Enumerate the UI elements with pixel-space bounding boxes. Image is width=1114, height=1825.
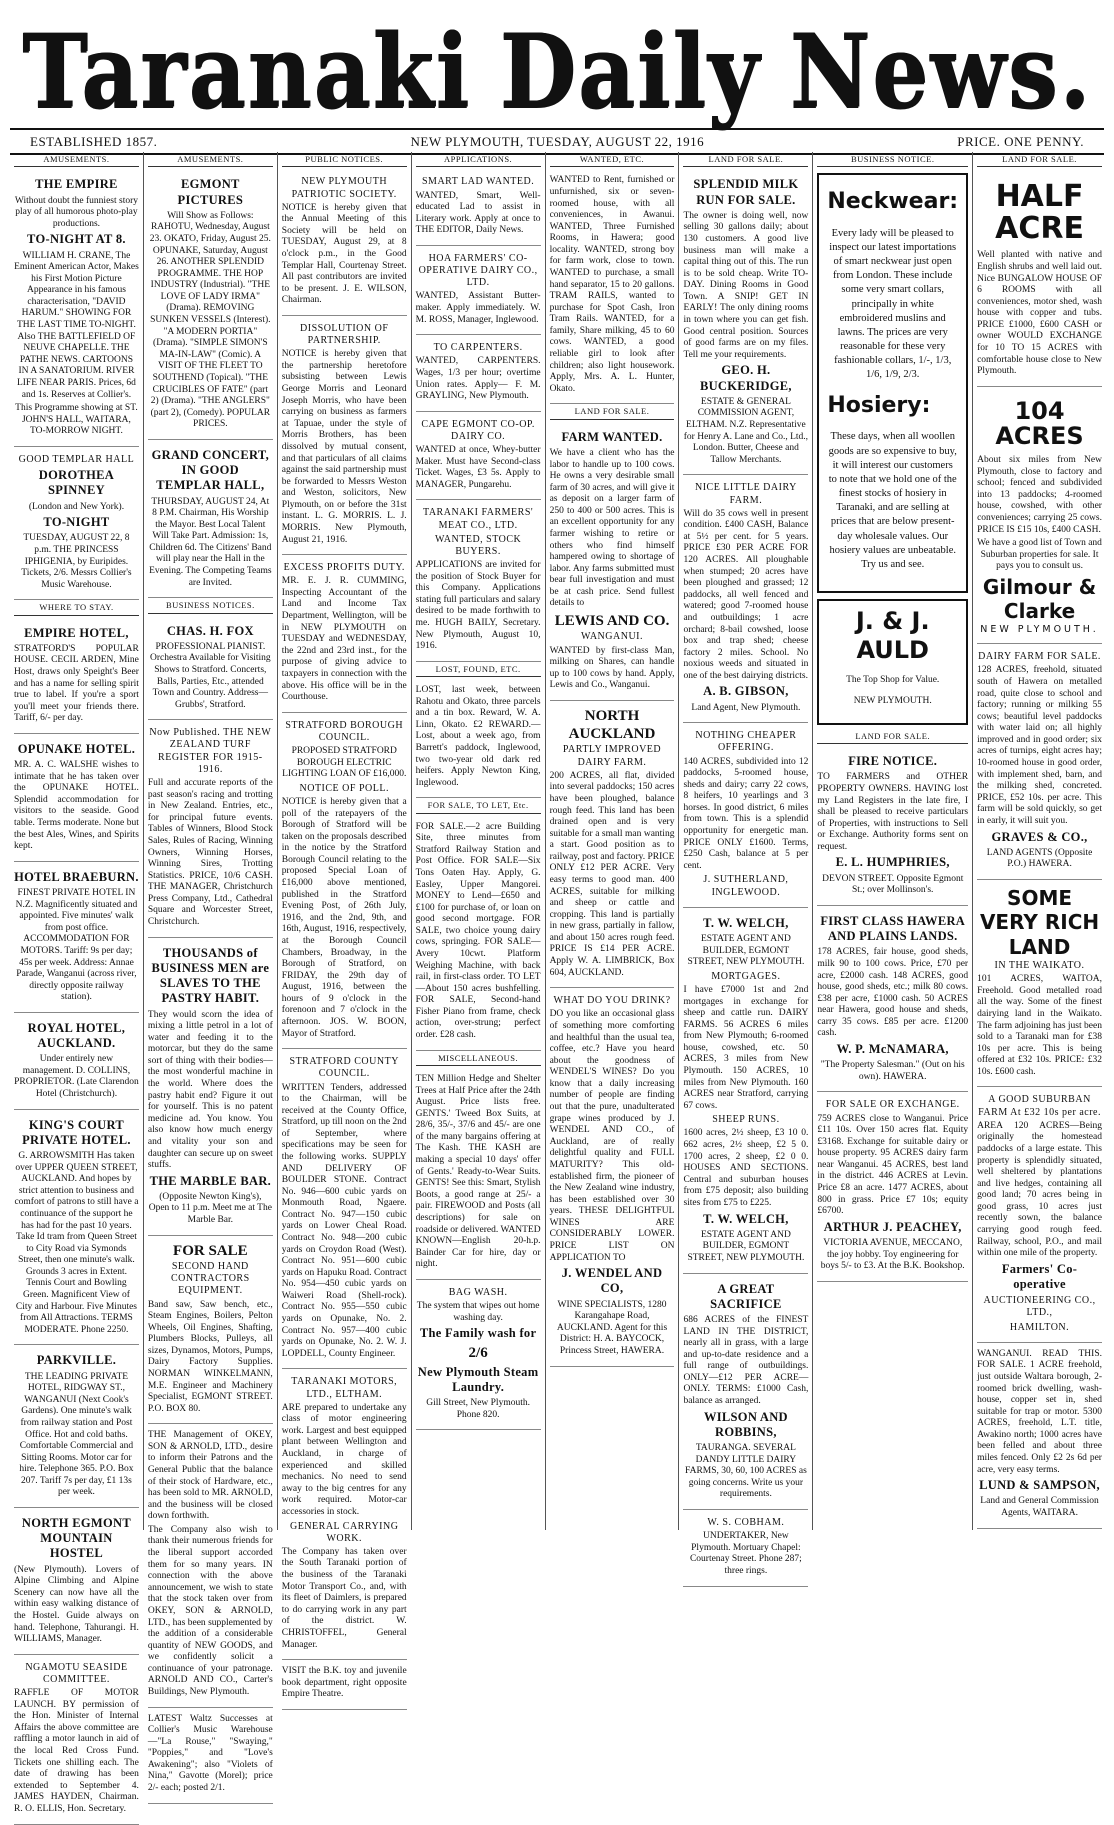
ad-spinney xyxy=(14,449,139,600)
ad-agent-body: "The Property Salesman." (Out on his own). HAWERA. xyxy=(820,1060,965,1082)
ad-title: SOME VERY RICH LAND xyxy=(979,885,1100,959)
ad-title: MORTGAGES. xyxy=(711,970,781,982)
section-head: WHERE TO STAY. xyxy=(14,602,139,615)
ad-sub: Without doubt the funniest story play of all humorous photo-play productions. xyxy=(14,195,138,229)
ad-agent: WILSON AND ROBBINS, xyxy=(703,1409,788,1439)
ad-fire-notice xyxy=(817,748,968,906)
ad-agent: J. SUTHERLAND, INGLEWOOD. xyxy=(703,874,789,898)
ad-body: APPLICATIONS are invited for the position of Stock Buyer for this Company. Applications stating full particulars and salary desired to be made forthwith to me. HUGH BAILY, Secretary. New Plymouth, August 10, 1916. xyxy=(415,560,541,652)
ad-half-acre xyxy=(977,171,1102,386)
ad-intro: THE Management of OKEY, SON & ARNOLD, LTD., desire to inform their Patrons and the General Public that the balance of their stock of Hardware, etc., has been sold to MR. ARNOLD, and the business will be closed down forthwith. xyxy=(147,1430,273,1522)
ad-waltz xyxy=(148,1710,273,1804)
ad-agent: LUND & SAMPSON, xyxy=(979,1478,1100,1493)
ad-body: WANTED at once, Whey-butter Maker. Must have Second-class Ticket. Wages, £3 5s. Apply to MANAGER, Pungarehu. xyxy=(415,445,541,490)
ad-body: WANTED, Smart, Well-educated Lad to assist in Literary work. Apply at once to THE EDITOR, Daily News. xyxy=(415,190,541,236)
ad-welch xyxy=(683,910,808,1274)
notice-county xyxy=(282,1051,407,1369)
ad-title: SHEEP RUNS. xyxy=(712,1114,780,1126)
ad-agent: GEO. H. BUCKERIDGE, xyxy=(699,363,792,393)
notice-title: TARANAKI MOTORS, LTD., ELTHAM. xyxy=(291,1376,398,1400)
ad-north-auckland xyxy=(550,703,675,988)
ad-body: WANGANUI. READ THIS. FOR SALE. 1 ACRE freehold, just outside Waltara borough, 2-roomed brick dwelling, wash-house, copper set in, shed suitable for trap or motor. 5300 ACRES, freehold, L.T. title, Awakino north; 1000 acres have been felled and about three miles fenced. Only £2 2s 6d per acre, very easy terms. xyxy=(977,1348,1102,1475)
notice-title: STRATFORD BOROUGH COUNCIL. xyxy=(285,719,404,743)
ad-agent: ARTHUR J. PEACHEY, xyxy=(823,1219,962,1234)
ad-title: THOUSANDS of BUSINESS MEN are SLAVES TO THE PASTRY HABIT. xyxy=(151,945,270,1006)
notice-body: The Company has taken over the South Taranaki portion of the business of the Taranaki Motor Transport Co., and, with its fleet of Daimlers, is prepared to do carrying work in any part of the district. W. CHRISTOFFEL, General Manager. xyxy=(281,1546,407,1650)
ad-body: STRATFORD'S POPULAR HOUSE. CECIL ARDEN, Mine Host, draws only Speight's Beer and has a name for selling spirit true to label. If you're a sport you'll meet your friends there. Tariff, 6/- per day. xyxy=(14,643,139,724)
columns xyxy=(10,152,1106,1814)
ad-kings-court xyxy=(14,1112,139,1346)
ad-title: Neckwear: xyxy=(827,189,959,215)
ad-body: Every lady will be pleased to inspect our latest importations of smart neckwear just open from London. These include some very smart collars, principally in white embroidered muslins and lawns. The prices are very reasonable for these very fashionable collars, 1/-, 1/3, 1/6, 1/9, 2/3. xyxy=(829,227,957,381)
ad-body: Well planted with native and English shrubs and well laid out. Nice BUNGALOW HOUSE OF 6 ROOMS with all conveniences, motor shed, wash house with copper and tubs. PRICE £1000, £600 CASH or owner WOULD EXCHANGE for 10 TO 15 ACRES with comfortable house close to New Plymouth. xyxy=(977,250,1102,377)
ad-great-sacrifice xyxy=(683,1276,808,1511)
ad-farm-wanted xyxy=(550,424,675,701)
ad-title: NORTH EGMONT MOUNTAIN HOSTEL xyxy=(21,1515,131,1561)
ad-extra: WANTED by first-class Man, milking on Shares, can handle up to 100 cows by hand. Apply, Lewis and Co., Wanganui. xyxy=(549,645,675,691)
notice-body: ARE prepared to undertake any class of motor engineering work. Largest and best equipped plant between Wellington and Auckland, in charge of experienced and skilled mechanics. No need to send away to the big centres for any work required. Motor-car accessories in stock. xyxy=(281,1402,407,1517)
ad-title: NICE LITTLE DAIRY FARM. xyxy=(694,482,797,506)
ad-title: BAG WASH. xyxy=(448,1286,508,1298)
ad-when: TO-NIGHT AT 8. xyxy=(27,232,126,247)
ad-braeburn xyxy=(14,864,139,1013)
ad-agent: A. B. GIBSON, xyxy=(703,684,789,699)
column-business-notice xyxy=(813,152,973,1530)
notice-excess-profits xyxy=(282,557,407,713)
ad-pastry xyxy=(148,940,273,1236)
ad-parkville xyxy=(14,1347,139,1508)
ad-title: DOROTHEA SPINNEY xyxy=(38,468,115,498)
ad-agent-body: ESTATE AGENT AND BUILDER, EGMONT STREET, NEW PLYMOUTH. xyxy=(687,1229,805,1263)
ad-title: ROYAL HOTEL, AUCKLAND. xyxy=(27,1020,126,1051)
ad-title: THE EMPIRE xyxy=(35,177,118,192)
notice-motors xyxy=(282,1371,407,1660)
column-amusements-2 xyxy=(144,152,278,1794)
ad-title: FARM WANTED. xyxy=(561,429,663,444)
ad-body: TEN Million Hedge and Shelter Trees at Half Price after the 24th August. Price lists free. GENTS.' Tweed Box Suits, at 28/6, 35/-, 37/6 and 45/- are one of the many bargains offering at The Kash. THE KASH are making a special 10 days' offer of Gents.' Ready-to-Wear Suits. GENTS! See this: Smart, Stylish Boots, a good range at 25/- a pair. FIREWOOD and Posts (all descriptions) for sale on roadside or delivered. WANTED KNOWN—English 20-h.p. Bainder Car for hire, day or night. xyxy=(415,1073,541,1270)
ad-body: WANTED to Rent, furnished or unfurnished, six or seven-roomed house, with all conveniences, in Awanui. WANTED, Three Furnished Rooms, in Hawera; good locality. WANTED, strong boy for farm work, close to town. WANTED to purchase, a small hand separator, 15 to 20 gallons. TRAM RAILS, wanted to purchase for Spot Cash, Iron Tram Rails. WANTED, for a family, Share milking, 45 to 60 cows. WANTED, a good reliable girl to look after children; also light housework. Apply, Mrs. A. L. Hunter, Okato. xyxy=(549,175,675,394)
section-head: FOR SALE, TO LET, Etc. xyxy=(416,800,541,813)
ad-title: Hosiery: xyxy=(827,393,931,419)
ad-sub: SECOND HAND CONTRACTORS EQUIPMENT. xyxy=(171,1260,250,1297)
ad-title: Now Published. THE NEW ZEALAND TURF REGISTER FOR 1915-1916. xyxy=(149,727,272,775)
ad-body: About six miles from New Plymouth, close to factory and school; fenced and subdivided into 13 paddocks; 4-roomed house, cowshed, with other conveniences; carrying 25 cows. PRICE IS £15 10s, £400 CASH. xyxy=(977,455,1102,535)
ad-body: 686 ACRES of the FINEST LAND IN THE DISTRICT, nearly all in grass, with a large and up-to-date residence and a full range of outbuildings. ONLY—£12 PER ACRE—ONLY. TERMS: £1000 Cash, balance as arranged. xyxy=(683,1315,809,1407)
ad-body: THURSDAY, AUGUST 24, At 8 P.M. Chairman, His Worship the Mayor. Best Local Talent Will Take Part. Admission: 1s, Children 6d. The Citizens' Band will play near the Hall in the Evening. The Competing Teams are Invited. xyxy=(149,496,272,588)
ad-title: CHAS. H. FOX xyxy=(166,623,254,638)
ad-body: RAFFLE OF MOTOR LAUNCH. BY permission of the Hon. Minister of Internal Affairs the above committee are raffling a motor launch in aid of the local Red Cross Fund. Tickets one shilling each. The date of drawing has been extended to September 4. JAMES HAYDEN, Chairman. R. O. ELLIS, Hon. Secretary. xyxy=(14,1688,139,1814)
ad-title: W. S. COBHAM. xyxy=(707,1517,785,1529)
ad-body: 178 ACRES, fair house, good sheds, milk 90 to 100 cows. Price, £70 per acre, £2000 cash. 148 ACRES, good house, good sheds, etc.; milk 80 cows. £38 per acre, £1000 cash. 50 ACRES near Hawera, good house and sheds, carry 35 cows. £85 per acre. £1200 cash. xyxy=(817,947,969,1039)
ad-title: TARANAKI FARMERS' MEAT CO., LTD. xyxy=(423,507,534,531)
ad-title: NGAMOTU SEASIDE COMMITTEE. xyxy=(25,1661,128,1685)
ad-title: HALF ACRE xyxy=(995,179,1084,246)
ad-hawera-lands xyxy=(817,908,968,1093)
for-sale-to-let xyxy=(416,818,541,1051)
ad-foot: This Programme showing at ST. JOHN'S HALL, WAITARA, TO-MORROW NIGHT. xyxy=(15,403,138,437)
ad-agent-body: LAND AGENTS (Opposite P.O.) HAWERA. xyxy=(986,847,1093,870)
ad-agent-body: DEVON STREET. Opposite Egmont St.; over Mollinson's. xyxy=(822,873,964,896)
section-head: LAND FOR SALE. xyxy=(550,406,675,419)
ad-body: 128 ACRES, freehold, situated south of Hawera on metalled road, quite close to school and factory; running or milking 55 cows; beautiful level paddocks with water laid on; all highly improved and in good order; six acres of turnips, eight acres hay; 10-roomed house in good order, with implement shed, barn, and the milking shed, concreted. PRICE, £52 10s. per acre. This farm will be sold quickly, so get in early, it will suit you. xyxy=(977,665,1102,826)
column-land-for-sale-2 xyxy=(973,152,1106,1530)
ad-firm: Gilmour & Clarke xyxy=(982,574,1097,624)
ad-title: EGMONT PICTURES xyxy=(177,177,244,207)
ad-agent-place: WANGANUI. xyxy=(581,631,643,643)
ad-body: 140 ACRES, subdivided into 12 paddocks, 5-roomed house, sheds and dairy; carry 22 cows, 8 heifers, 10 yearlings and 3 horses. In good district, 6 miles from town. This is a splendid opportunity for energetic man. PRICE ONLY £1600. Terms, £250 Cash, balance at 5 per cent. xyxy=(683,756,809,871)
miscellaneous xyxy=(416,1070,541,1280)
ad-place: NEW PLYMOUTH. xyxy=(853,695,932,706)
notice-patriotic xyxy=(282,171,407,316)
ad-nice-dairy xyxy=(683,477,808,723)
ad-title: HOTEL BRAEBURN. xyxy=(14,869,139,884)
ad-title: PARKVILLE. xyxy=(36,1353,117,1368)
column-head: AMUSEMENTS. xyxy=(14,154,139,167)
ad-agent-body: Land and General Commission Agents, WAITARA. xyxy=(980,1496,1099,1519)
column-head: LAND FOR SALE. xyxy=(977,154,1102,167)
ad-firm: J. & J. AULD xyxy=(855,606,930,664)
ad-title: GRAND CONCERT, IN GOOD TEMPLAR HALL, xyxy=(151,447,270,493)
ad-title: TO CARPENTERS. xyxy=(433,342,523,354)
masthead-word-news: News. xyxy=(789,11,1092,131)
ad-agent-body: Land Agent, New Plymouth. xyxy=(691,702,801,713)
ad-agent-body: ESTATE & GENERAL COMMISSION AGENT, ELTHAM. N.Z. Representative for Henry A. Lane and Co., Ltd., London. Butter, Cheese and Tallow Merchants. xyxy=(683,396,809,465)
ad-laundry-name: New Plymouth Steam Laundry. xyxy=(417,1364,539,1394)
ad-agent: T. W. WELCH, xyxy=(703,915,789,930)
ad-dairy-farm xyxy=(977,646,1102,880)
ad-body: Full and accurate reports of the past season's racing and trotting in New Zealand. Entries, etc., for principal future events. Tables of Winners, Blood Stock Sales, Rules of Racing, Winning Owners, Winning Horses, Winning Sires, Trotting Statistics. PRICE, 10/6 CASH. THE MANAGER, Christchurch Press Company, Ltd., Cathedral Square and Worcester Street, Christchurch. xyxy=(147,778,273,927)
ad-title: NORTH AUCKLAND xyxy=(568,707,656,743)
ad-auld xyxy=(817,599,968,725)
ad-meat-co xyxy=(416,502,541,661)
ad-title: FIRE NOTICE. xyxy=(848,754,938,769)
price: PRICE. ONE PENNY. xyxy=(957,134,1084,149)
notice-body: NOTICE is hereby given that the Annual Meeting of this Society will be held on TUESDAY, August 29, at 8 o'clock p.m., in the Good Templar Hall, Courtenay Street. All past contributors are invited to be present. J. E. WILSON, Chairman. xyxy=(281,202,407,306)
section-head: MISCELLANEOUS. xyxy=(416,1053,541,1066)
ad-for-sale-equipment xyxy=(148,1238,273,1425)
masthead xyxy=(22,10,1092,131)
notice-dissolution xyxy=(282,318,407,555)
notice-sub: PROPOSED STRATFORD BOROUGH ELECTRIC LIGHTING LOAN OF £16,000. xyxy=(282,746,407,780)
ad-body: TUESDAY, AUGUST 22, 8 p.m. THE PRINCESS IPHIGENIA, by Euripides. Tickets, 2/6. Messrs Collier's Music Warehouse. xyxy=(21,533,132,590)
section-head: LAND FOR SALE. xyxy=(817,731,968,744)
ad-title: HOA FARMERS' CO-OPERATIVE DAIRY CO., LTD. xyxy=(418,252,538,289)
ad-body: Under entirely new management. D. COLLINS, PROPRIETOR. (Late Clarendon Hotel (Christchurch). xyxy=(14,1054,139,1100)
ad-smart-lad xyxy=(416,171,541,246)
wanted-ads xyxy=(550,171,675,404)
ad-ngamotu xyxy=(14,1657,139,1825)
notice-title: EXCESS PROFITS DUTY. xyxy=(283,562,405,574)
section-head: BUSINESS NOTICES. xyxy=(148,600,273,613)
ad-cobham xyxy=(683,1512,808,1587)
ad-cape-egmont xyxy=(416,414,541,501)
ad-body: UNDERTAKER, New Plymouth. Mortuary Chapel: Courtenay Street. Phone 287; three rings. xyxy=(689,1531,802,1576)
ad-title: KING'S COURT PRIVATE HOTEL. xyxy=(22,1117,131,1147)
ad-family: The Family wash for xyxy=(419,1326,537,1341)
ad-empire-hotel xyxy=(14,620,139,734)
ad-title: FOR SALE xyxy=(173,1242,248,1259)
ad-firm-place: NEW PLYMOUTH. xyxy=(980,623,1099,635)
ad-sub: WANTED, STOCK BUYERS. xyxy=(434,533,522,557)
ad-turf-register xyxy=(148,722,273,937)
ad-sub-body: (Opposite Newton King's), Open to 11 p.m. Meet me at The Marble Bar. xyxy=(148,1191,272,1226)
ad-milk-run xyxy=(683,171,808,475)
notice-body: VISIT the B.K. toy and juvenile book department, right opposite Empire Theatre. xyxy=(281,1666,407,1700)
ad-body: These days, when all woollen goods are so expensive to buy, it will interest our customers to note that we hold one of the finest stocks of hosiery in Taranaki, and are selling at prices that are below present-day wholesale values. Our hosiery values are unbeatable. Try us and see. xyxy=(828,431,957,570)
ad-body: 101 ACRES, WAITOA, Freehold. Good metalled road all the way. Some of the finest dairying land in the Waikato. The farm adjoining has just been sold to a Taranaki man for £38 10s per acre. This is being offered at £32 10s. PRICE: £32 10s. £600 cash. xyxy=(977,974,1102,1077)
ad-body: G. ARROWSMITH Has taken over UPPER QUEEN STREET, AUCKLAND. And hopes by strict attention to business and comfort of patrons to still have a continuance of the support he has had for the past 10 years. Take Id tram from Queen Street to City Road via Symonds Street, then one minute's walk. Grounds 3 acres in Extent. Tennis Court and Bowling Green. Magnificent View of City and Harbour. Five Minutes from All Attractions. TERMS MODERATE. Phone 2250. xyxy=(14,1151,139,1335)
notice-body: MR. E. J. R. CUMMING, Inspecting Accountant of the Land and Income Tax Department, Wellington, will be in NEW PLYMOUTH on TUESDAY and WEDNESDAY, the 22nd and 23rd inst., for the purpose of giving advice to taxpayers in connection with the above. His office will be in the Courthouse. xyxy=(281,576,407,703)
ad-agent-place: HAMILTON. xyxy=(1009,1321,1070,1333)
ad-when: TO-NIGHT xyxy=(43,515,110,530)
ad-sub: IN THE WAIKATO. xyxy=(994,960,1085,972)
ad-body: AREA 120 ACRES—Being originally the homestead paddocks of a large estate. This property is splendidly situated, well sheltered by plantations and live hedges, containing all good land; 70 acres being in good grass, 10 acres just recently sown, the balance carrying good rough feed. Railway, school, P.O., and mail within one mile of the property. xyxy=(977,1120,1102,1259)
ad-opunake xyxy=(14,736,139,862)
column-wanted xyxy=(546,152,680,1530)
ad-royal xyxy=(14,1015,139,1110)
ad-body: DO you like an occasional glass of something more comforting and healthful than the usual tea, coffee, etc.? Have you heard about the goodness of WENDEL'S WINES? Do you know that a daily increasing number of people are finding out that the pure, unadulterated grape wines produced by J. WENDEL AND CO., of Auckland, are of really delightful quality and FULL MATURITY? This old-established firm, the pioneer of the New Zealand wine industry, has been established over 30 years. THESE DELIGHTFUL WINES ARE CONSIDERABLY LOWER. PRICE LIST ON APPLICATION TO xyxy=(549,1009,675,1263)
ad-title: NOTHING CHEAPER OFFERING. xyxy=(695,730,797,754)
ad-okey-arnold xyxy=(148,1426,273,1707)
ad-address: WINE SPECIALISTS, 1280 Karangahape Road, AUCKLAND. Agent for this District: H. A. BAYCOCK, Princess Street, HAWERA. xyxy=(556,1299,668,1356)
ad-nothing-cheaper xyxy=(683,725,808,908)
ad-agent: T. W. WELCH, xyxy=(703,1211,789,1226)
ad-body: TO FARMERS and OTHER PROPERTY OWNERS. HAVING lost my Land Registers in the late fire, I shall be pleased to receive particulars of Properties, with instructions to Sell or Exchange. Authority forms sent on request. xyxy=(817,772,969,852)
ad-body: WANTED, CARPENTERS. Wages, 1/3 per hour; overtime Union rates. Apply— F. M. GRAYLING, New Plymouth. xyxy=(415,356,541,402)
ad-foot: We have a good list of Town and Suburban properties for sale. It pays you to consult us. xyxy=(977,538,1102,572)
ad-body: 759 ACRES close to Wanganui. Price £11 10s. Over 150 acres flat. Equity £3168. Exchange for suitable dairy or house property. 95 ACRES dairy farm near Wanganui. 45 ACRES, best land in the district. 446 ACRES at Levin. Price £8 an acre. 1477 ACRES, about 800 in grass. Price £7 10s; equity £6700. xyxy=(817,1113,969,1217)
ad-empire xyxy=(14,171,139,446)
ad-body: MR. A. C. WALSHE wishes to intimate that he has taken over the OPUNAKE HOTEL. Splendid accommodation for visitors to the seaside. Good table. Terms moderate. None but the best Ales, Wines, and Spirits kept. xyxy=(14,760,139,852)
masthead-word-taranaki: Taranaki xyxy=(22,11,471,131)
ad-rich-land xyxy=(977,882,1102,1088)
ad-body: FINEST PRIVATE HOTEL IN N.Z. Magnificently situated and appointed. Five minutes' walk from post office. ACCOMMODATION FOR MOTORS. Tariff: 9s per day; 45s per week. Address: Annae Parade, Wanganui (across river, directly opposite railway station). xyxy=(15,888,138,1003)
ad-body: We have a client who has the labor to handle up to 100 cows. He owns a very desirable small farm of 30 acres, and will give it as deposit on a larger farm of 250 to 400 or 500 acres. This is an excellent opportunity for any farmer wishing to retire or others who find himself hampered owing to shortage of labor. Any farms submitted must bear full investigation and must be at cash price. Send fullest details to xyxy=(549,447,675,609)
notice-borough xyxy=(282,715,407,1049)
ad-body: I have £7000 1st and 2nd mortgages in exchange for sheep and cattle run. DAIRY FARMS. 56 ACRES 6 miles from New Plymouth; 6-roomed house, cowshed, etc. 50 ACRES, 3 miles from New Plymouth. 150 ACRES, 10 miles from New Plymouth. 160 ACRES near Stratford, carrying 67 cows. xyxy=(683,984,809,1111)
ad-body: Will Show as Follows: RAHOTU, Wednesday, August 23. OKATO, Friday, August 25. OPUNAKE, Saturday, August 26. ANOTHER SPLENDID PROGRAMME. THE HOP INDUSTRY (Industrial). "THE LOVE OF LADY IRMA" (Drama). REMOVING SUNKEN VESSELS (Interest). "A MODERN PORTIA" (Drama). "SIMPLE SIMON'S MA-IN-LAW" (Comic). A VISIT OF THE FLEET TO SOUTHEND (Topical). "THE CRUCIBLES OF FATE" (part 2) (Drama). "THE ANGLERS" (part 2), (Comedy). POPULAR PRICES. xyxy=(149,210,271,430)
ad-title: 104 ACRES xyxy=(995,396,1084,450)
ad-egmont-hostel xyxy=(14,1510,139,1655)
ad-title: FOR SALE OR EXCHANGE. xyxy=(825,1099,960,1111)
notice-title: GENERAL CARRYING WORK. xyxy=(289,1520,399,1544)
column-public-notices xyxy=(278,152,412,1700)
ad-104-acres xyxy=(977,389,1102,645)
masthead-word-daily: Daily xyxy=(499,11,761,131)
ad-body: PROFESSIONAL PIANIST. Orchestra Available for Visiting Shows to Stratford. Concerts, Balls, Parties, Etc., attended Town and Country. Address—Grubbs', Stratford. xyxy=(149,641,271,710)
column-head: LAND FOR SALE. xyxy=(683,154,808,167)
column-head: AMUSEMENTS. xyxy=(148,154,273,167)
ad-sub: The system that wipes out home washing day. xyxy=(416,1301,540,1323)
ad-agent: Farmers' Co-operative xyxy=(1001,1261,1078,1292)
ad-body: Will do 35 cows well in present condition. £400 CASH, Balance at 5½ per cent. for 5 years. PRICE £30 PER ACRE FOR 120 ACRES. All ploughable when stumped; 20 acres have been ploughed and grassed; 12 paddocks, all well fenced and watered; good 7-roomed house and outbuildings; 1 acre orchard; 8-bail cowshed, loose box and trap shed; cheese factory 2 miles. School. No noxious weeds and situated in one of the best dairying districts. xyxy=(683,508,809,681)
ad-hoa xyxy=(416,248,541,335)
notice-title: NEW PLYMOUTH PATRIOTIC SOCIETY. xyxy=(291,176,397,200)
ad-title: CAPE EGMONT CO-OP. DAIRY CO. xyxy=(421,418,535,442)
lost-found xyxy=(416,681,541,798)
notice-body: NOTICE is hereby given that a poll of the ratepayers of the Borough of Stratford will be taken on the proposals described in the notice by the Stratford Borough Council relating to the proposed Special Loan of £16,000 above mentioned, published in the Stratford Evening Post, of 26th July, 1916, and the 2nd, 9th, and 16th, August, 1916, respectively, at the Borough Council Chambers, Broadway, in the Borough of Stratford, on FRIDAY, the 29th day of August, 1916, between the hours of 9 o'clock in the forenoon and 7 o'clock in the afternoon. JOS. W. BOON, Mayor of Stratford. xyxy=(281,796,407,1039)
place-date: NEW PLYMOUTH, TUESDAY, AUGUST 22, 1916 xyxy=(410,134,705,149)
ad-body: WANTED, Assistant Butter-maker. Apply immediately. W. M. ROSS, Manager, Inglewood. xyxy=(415,291,541,325)
ad-title: A GOOD SUBURBAN FARM At £32 10s per acre. xyxy=(978,1094,1101,1118)
ad-concert xyxy=(148,442,273,598)
notice-body: WRITTEN Tenders, addressed to the Chairman, will be received at the County Office, Stratford, up till noon on the 2nd of September, where specifications may be seen for the following works. SUPPLY AND DELIVERY OF BOULDER STONE. Contract No. 946—600 cubic yards on Monmouth Road, Ngaere. Contract No. 947—150 cubic yards on Lower Cheal Road. Contract No. 948—200 cubic yards on Croydon Road (West). Contract No. 951—600 cubic yards on Hapuku Road. Contract No. 954—450 cubic yards on Waiweri Road (Shell-rock). Contract No. 955—550 cubic yards on Opunake, No. 2. Contract No. 957—400 cubic yards on Opunake, No. 2. W. J. LOPDELL, County Engineer. xyxy=(281,1082,407,1359)
ad-neckwear-hosiery xyxy=(817,173,968,592)
column-head: WANTED, ETC. xyxy=(550,154,675,167)
ad-sub: The Top Shop for Value. xyxy=(846,674,940,685)
ad-body: WILLIAM H. CRANE, The Eminent American Actor, Makes his First Motion Picture Appearance in his famous characterisation, "DAVID HARUM." SHOWING FOR THE LAST TIME TO-NIGHT. Also THE BATTLEFIELD OF NEUVE CHAPELLE. THE PATHE NEWS. CARTOONS IN A SANATORIUM. RIVER LIFE NEAR PARIS. Prices, 6d and 1s. Reserves at Collier's. xyxy=(14,250,139,400)
ad-carpenters xyxy=(416,337,541,412)
column-head: BUSINESS NOTICE. xyxy=(817,154,968,167)
column-head: APPLICATIONS. xyxy=(416,154,541,167)
ad-sale-exchange xyxy=(817,1094,968,1281)
ad-body: LOST, last week, between Rahotu and Okato, three parcels and a tin box. Reward, W. A. Linn, Okato. £2 REWARD.—Lost, about a week ago, from Barrett's paddock, Inglewood, two two-year old dark red heifers. Apply Newton King, Inglewood. xyxy=(415,685,541,788)
established: ESTABLISHED 1857. xyxy=(30,134,158,149)
ad-suburban-farm xyxy=(977,1089,1102,1342)
ad-body: LATEST Waltz Successes at Collier's Music Warehouse—"La Rouse," "Swaying," "Poppies," and "Love's Awakening"; also "Violets of Nina," Gavotte (Morel); price 2/- each; posted 2/1. xyxy=(147,1713,273,1794)
column-land-for-sale-1 xyxy=(679,152,813,1576)
ad-firm: J. WENDEL AND CO, xyxy=(561,1266,663,1296)
notice-title: NOTICE OF POLL. xyxy=(299,782,389,794)
ad-title: EMPIRE HOTEL, xyxy=(24,625,129,640)
ad-agent-body: ESTATE AGENT AND BUILDER, EGMONT STREET, NEW PLYMOUTH. xyxy=(687,934,805,968)
ad-body: THE LEADING PRIVATE HOTEL, RIDGWAY ST., WANGANUI (Next Cook's Gardens). One minute's walk from railway station and Post Office. Hot and cold baths. Comfortable Commercial and Sitting Rooms. Motor car for hire. Telephone 365. P.O. Box 207. Tariff 7s per day, £1 13s per week. xyxy=(19,1371,134,1498)
notice-body: NOTICE is hereby given that the partnership heretofore subsisting between Lewis George Morris and Leonard Joseph Morris, who have been carrying on business as farmers at Tapuae, under the style of Morris Brothers, has been dissolved by mutual consent, and that particulars of all claims against the said partnership must be forwarded to Messrs Weston and Weston, solicitors, New Plymouth, on or before the 31st instant. L. G. MORRIS. L. J. MORRIS. New Plymouth, August 21, 1916. xyxy=(281,349,407,545)
ad-agent: LEWIS AND CO. xyxy=(554,613,670,630)
ad-waitara xyxy=(977,1345,1102,1529)
ad-body: 200 ACRES, all flat, divided into several paddocks; 150 acres have been ploughed, balance rough feed. This land has been drained open and is very suitable for a small man wanting a start. Good position as to railway, post and factory. PRICE ONLY £12 PER ACRE. Very easy terms to good man. 400 ACRES, suitable for milking and sheep or cattle and cropping. This land is partially in new grass, partially in fallow, and about 150 acres rough feed. PRICE IS £14 PER ACRE. Apply W. A. LIMBRICK, Box 604, AUCKLAND. xyxy=(549,770,675,978)
ad-agent-body: TAURANGA. SEVERAL DANDY LITTLE DAIRY FARMS, 30, 60, 100 ACRES as going concerns. Write us your requirements. xyxy=(685,1443,807,1500)
column-applications xyxy=(412,152,546,1530)
ad-agent: W. P. McNAMARA, xyxy=(836,1042,949,1056)
ad-body: The Company also wish to thank their numerous friends for the liberal support accorded them for so many years. IN connection with the above announcement, we wish to state that the stock taken over from OKEY, SON & ARNOLD, LTD., has been supplemented by the addition of a considerable quantity of NEW GOODS, and we confidently solicit a continuance of your patronage. ARNOLD AND CO., Carter's Buildings, New Plymouth. xyxy=(147,1524,273,1697)
ad-title: FIRST CLASS HAWERA AND PLAINS LANDS. xyxy=(820,913,966,944)
ad-title: A GREAT SACRIFICE xyxy=(710,1281,782,1311)
notice-title: STRATFORD COUNTY COUNCIL. xyxy=(289,1056,399,1080)
ad-sub-title: THE MARBLE BAR. xyxy=(149,1173,272,1188)
ad-agent-body: VICTORIA AVENUE, MECCANO, the joy hobby. Toy engineering for boys 5/- to £3. At the B.K. Bookshop. xyxy=(820,1238,965,1272)
notice-visit xyxy=(282,1662,407,1710)
ad-sub: (London and New York). xyxy=(28,501,125,512)
column-head: PUBLIC NOTICES. xyxy=(282,154,407,167)
ad-venue: GOOD TEMPLAR HALL xyxy=(18,453,135,465)
ad-laundry xyxy=(416,1282,541,1431)
section-head: LOST, FOUND, ETC. xyxy=(416,664,541,677)
ad-body: (New Plymouth). Lovers of Alpine Climbing and Alpine Scenery can now have all the within easy walking distance of the Hostel. Guide always on hand. Telephone, Tahurangi. H. WILLIAMS, Manager. xyxy=(14,1564,139,1645)
ad-title: WHAT DO YOU DRINK? xyxy=(553,995,671,1007)
ad-title: DAIRY FARM FOR SALE. xyxy=(978,651,1101,663)
ad-body: The owner is doing well, now selling 30 gallons daily; about 130 customers. A good live business man will make a capital thing out of this. The run is to be sold cheap. Write TO-DAY. Dining Rooms in Good Town. A SNIP! GET IN EARLY! The only dining rooms in town where you can get fish. Good central position. Sources of good farms are on my files. Tell me your requirements. xyxy=(683,210,809,360)
ad-wendel-wines xyxy=(550,990,675,1366)
ad-address: Gill Street, New Plymouth. Phone 820. xyxy=(426,1398,530,1420)
ad-body: They would scorn the idea of mixing a little petrol in a lot of water and feeding it to the motorcar, but they do the same sort of thing with their bodies—the most wonderful machine in the world. Where does the pastry habit end? Figure it out for yourself. This is no patent medicine ad. You know. You also know how much energy and vitality your son and daughter can secure up on sweet stuffs. xyxy=(147,1009,273,1171)
ad-body: Band saw, Saw bench, etc., Steam Engines, Boilers, Pelton Wheels, Oil Engines, Shafting, Plumbers Blocks, Pulleys, all sizes, Dynamos, Motors, Pumps, Dairy Factory Supplies. NORMAN WINKELMANN, M.E. Engineer and Machinery Specialist, EGMONT STREET. P.O. BOX 80. xyxy=(147,1299,273,1414)
ad-title: OPUNAKE HOTEL. xyxy=(17,741,136,756)
ad-body: FOR SALE.—2 acre Building Site, three minutes from Stratford Railway Station and Post Office. FOR SALE—Six Tons Oaten Hay. Apply, G. Easley, Upper Mangorei. MONEY to Lend—£650 and £100 for purchase of, or loan on good second mortgage. FOR SALE, two choice young dairy cows, springing. FOR SALE—Avery 10cwt. Platform Weighing Machine, with back rail, in first-class order. TO LET—About 150 acres bushfelling. FOR SALE, Second-hand Fisher Piano from frame, check action, over-strung; perfect order. £28 cash. xyxy=(415,821,541,1041)
ad-title: SPLENDID MILK RUN FOR SALE. xyxy=(693,177,799,207)
ad-price: 2/6 xyxy=(468,1345,488,1362)
ad-agent-sub: AUCTIONEERING CO., LTD., xyxy=(983,1295,1096,1319)
ad-fox xyxy=(148,618,273,721)
ad-agent: E. L. HUMPHRIES, xyxy=(835,855,950,870)
notice-title: DISSOLUTION OF PARTNERSHIP. xyxy=(300,322,389,347)
ad-title: SMART LAD WANTED. xyxy=(421,176,535,188)
ad-agent: GRAVES & CO., xyxy=(991,829,1088,844)
dateline xyxy=(10,128,1104,155)
ad-egmont-pictures xyxy=(148,171,273,439)
column-amusements-1 xyxy=(10,152,144,1814)
ad-sub: PARTLY IMPROVED DAIRY FARM. xyxy=(562,744,662,768)
ad-body: 1600 acres, 2½ sheep, £3 10 0. 662 acres, 2½ sheep, £2 5 0. 1700 acres, 2 sheep, £2 0 0. HOUSES AND SECTIONS. Central and suburban houses from £75 deposit; also building sites from £75 to £225. xyxy=(683,1128,809,1208)
